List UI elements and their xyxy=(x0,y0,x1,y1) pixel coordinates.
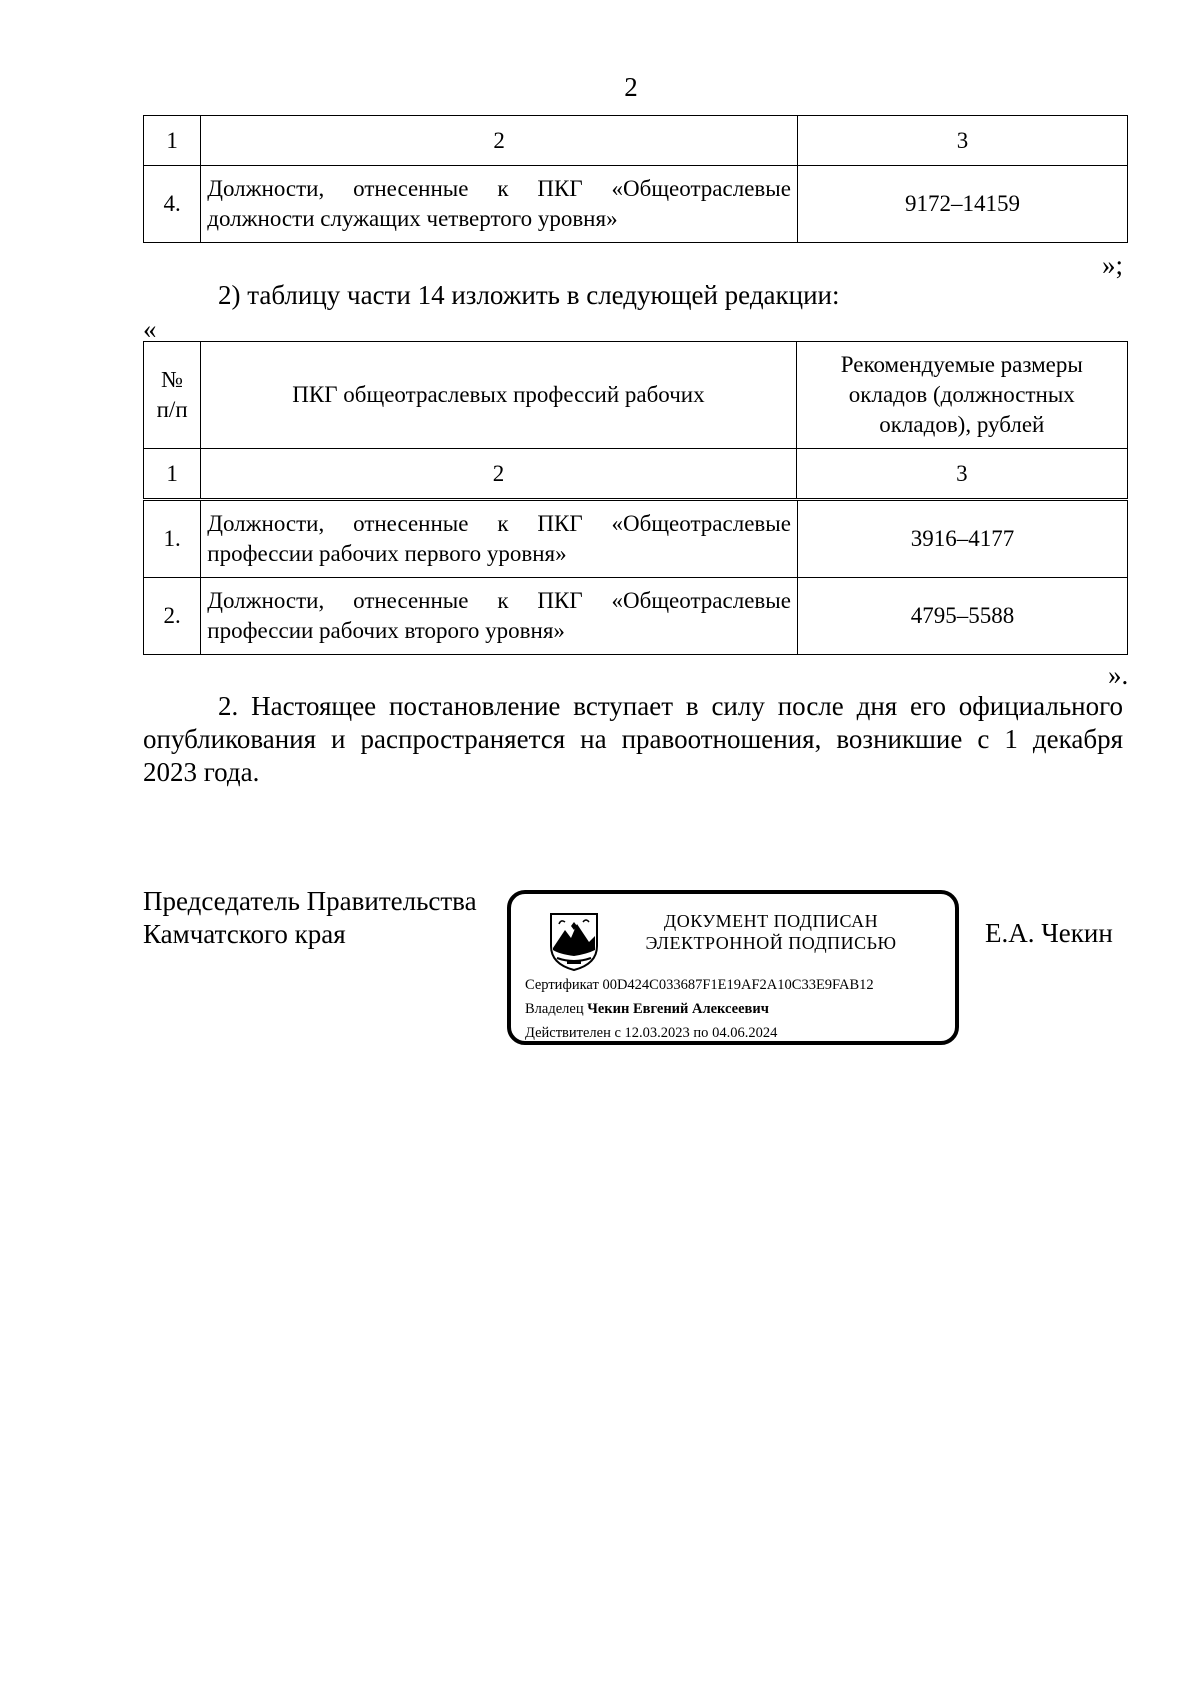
certificate-label: Сертификат xyxy=(525,977,599,993)
header-salary-line: Рекомендуемые размеры xyxy=(840,352,1083,377)
header-salary-line: окладов), рублей xyxy=(879,412,1045,437)
stamp-heading-line: ЭЛЕКТРОННОЙ ПОДПИСЬЮ xyxy=(645,933,897,953)
row-description-line: должности служащих четвертого уровня» xyxy=(207,206,618,231)
paragraph-line: опубликования и распространяется на правоотношения, возникшие с 1 декабря xyxy=(143,724,1123,754)
header-salary-line: окладов (должностных xyxy=(848,382,1075,407)
table-header-row xyxy=(144,116,1128,166)
column-number-3: 3 xyxy=(796,449,1127,499)
row-description xyxy=(201,578,798,655)
row-salary: 9172–14159 xyxy=(797,166,1127,243)
effective-date-paragraph xyxy=(143,690,1123,789)
signer-title-line: Председатель Правительства xyxy=(143,886,477,916)
valid-to-label: по xyxy=(693,1025,709,1041)
owner-label: Владелец xyxy=(525,1001,584,1017)
stamp-certificate xyxy=(525,976,874,994)
table-header-row xyxy=(144,342,1128,449)
coat-of-arms-icon xyxy=(547,910,601,972)
amendment-text: 2) таблицу части 14 изложить в следующей редакции: xyxy=(218,280,840,310)
valid-from-label: с xyxy=(614,1025,621,1041)
closing-quote: ». xyxy=(1108,660,1129,690)
stamp-validity xyxy=(525,1024,777,1042)
row-description-line: профессии рабочих первого уровня» xyxy=(207,541,567,566)
stamp-heading-line: ДОКУМЕНТ ПОДПИСАН xyxy=(663,911,879,931)
row-number: 4. xyxy=(144,166,201,243)
row-description-line: Должности, отнесенные к ПКГ «Общеотраслевые xyxy=(207,588,791,613)
workers-table-header xyxy=(143,341,1128,499)
table-row xyxy=(144,166,1128,243)
valid-to: 04.06.2024 xyxy=(712,1025,778,1041)
column-number-1: 1 xyxy=(144,449,201,499)
signer-name: Е.А. Чекин xyxy=(985,918,1113,948)
row-number: 2. xyxy=(144,578,201,655)
row-description-line: Должности, отнесенные к ПКГ «Общеотраслевые xyxy=(207,176,791,201)
table-row xyxy=(144,578,1128,655)
valid-from: 12.03.2023 xyxy=(624,1025,690,1041)
paragraph-line: 2023 года. xyxy=(143,757,260,787)
header-salary xyxy=(796,342,1127,449)
owner-value: Чекин Евгений Алексеевич xyxy=(587,1001,769,1017)
opening-quote: « xyxy=(143,314,157,344)
row-salary: 3916–4177 xyxy=(797,501,1127,578)
column-number-3: 3 xyxy=(797,116,1127,166)
table-row xyxy=(144,501,1128,578)
column-number-1: 1 xyxy=(144,116,201,166)
salary-table-continuation xyxy=(143,115,1128,243)
header-number-label: п/п xyxy=(156,397,188,422)
row-salary: 4795–5588 xyxy=(797,578,1127,655)
stamp-heading xyxy=(611,910,931,954)
row-description-line: профессии рабочих второго уровня» xyxy=(207,618,565,643)
stamp-owner xyxy=(525,1000,769,1018)
header-number-sign: № xyxy=(161,367,184,392)
header-group: ПКГ общеотраслевых профессий рабочих xyxy=(201,342,796,449)
column-number-2: 2 xyxy=(201,449,796,499)
header-number xyxy=(144,342,201,449)
workers-table-body xyxy=(143,500,1128,655)
electronic-signature-stamp xyxy=(507,890,959,1045)
column-numbers-row xyxy=(144,449,1128,499)
row-number: 1. xyxy=(144,501,201,578)
row-description-line: Должности, отнесенные к ПКГ «Общеотраслевые xyxy=(207,511,791,536)
closing-quote: »; xyxy=(1102,250,1124,280)
row-description xyxy=(201,166,798,243)
valid-label: Действителен xyxy=(525,1025,611,1041)
row-description xyxy=(201,501,798,578)
paragraph-line: 2. Настоящее постановление вступает в силу после дня его официального xyxy=(218,691,1123,721)
column-number-2: 2 xyxy=(201,116,798,166)
certificate-value: 00D424C033687F1E19AF2A10C33E9FAB12 xyxy=(602,977,874,993)
signer-title-line: Камчатского края xyxy=(143,919,346,949)
page-number: 2 xyxy=(624,72,638,102)
signer-title xyxy=(143,885,477,951)
